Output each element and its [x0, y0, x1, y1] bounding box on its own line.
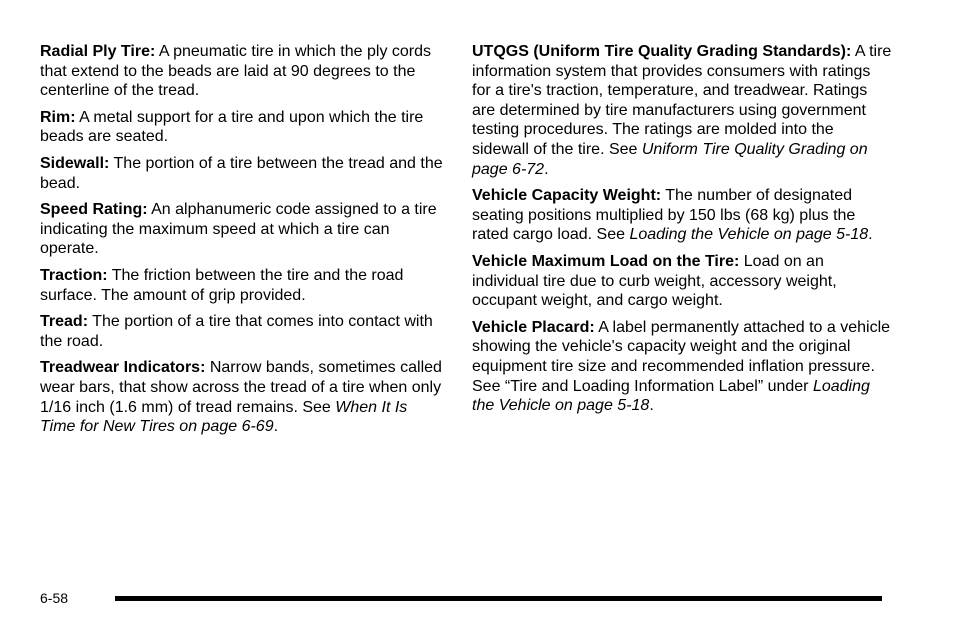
- glossary-entry-utqgs: [472, 42, 892, 179]
- glossary-definition: A tire information system that provides consumers with ratings for a tire's traction, temperature, and treadwear. Ratings are determined by tire manufacturers using government testing procedures. The ratings are molded into the sidewall of the tire. See: [472, 43, 892, 158]
- glossary-term: UTQGS (Uniform Tire Quality Grading Standards):: [472, 43, 852, 60]
- glossary-definition: Narrow bands, sometimes called wear bars, that show across the tread of a tire when only 1/16 inch (1.6 mm) of tread remains. See: [40, 359, 442, 416]
- cross-reference-link[interactable]: Uniform Tire Quality Grading on page 6-72: [472, 140, 868, 178]
- glossary-definition: An alphanumeric code assigned to a tire indicating the maximum speed at which a tire can operate.: [40, 201, 437, 258]
- glossary-entry-vehicle-capacity-weight: [472, 186, 892, 245]
- glossary-definition: Load on an individual tire due to curb weight, accessory weight, occupant weight, and cargo weight.: [472, 252, 837, 310]
- glossary-term: Vehicle Maximum Load on the Tire:: [472, 252, 740, 270]
- glossary-definition: The friction between the tire and the road surface. The amount of grip provided.: [40, 266, 404, 304]
- glossary-entry-radial-ply-tire: [40, 42, 445, 101]
- glossary-entry-vehicle-maximum-load: [472, 252, 892, 311]
- cross-reference-link[interactable]: When It Is Time for New Tires on page 6-69: [40, 398, 408, 436]
- right-column: [472, 42, 892, 423]
- glossary-entry-speed-rating: [40, 200, 445, 259]
- glossary-term: Traction:: [40, 266, 108, 284]
- left-column: [40, 42, 445, 444]
- glossary-suffix: .: [273, 418, 279, 436]
- glossary-suffix: .: [544, 160, 549, 178]
- glossary-suffix: .: [868, 226, 873, 244]
- glossary-entry-tread: [40, 312, 445, 351]
- glossary-definition: A label permanently attached to a vehicle showing the vehicle's capacity weight and the original equipment tire size and recommended inflation pressure. See “Tire and Loading Information Label” under: [472, 318, 891, 395]
- glossary-term: Speed Rating:: [40, 201, 148, 219]
- glossary-term: Vehicle Placard:: [472, 318, 595, 336]
- cross-reference-link[interactable]: Loading the Vehicle on page 5-18: [629, 226, 869, 244]
- glossary-definition: The portion of a tire between the tread and the bead.: [40, 154, 443, 192]
- glossary-term: Tread:: [40, 313, 89, 331]
- glossary-term: Rim:: [40, 108, 76, 126]
- glossary-definition: A metal support for a tire and upon which the tire beads are seated.: [40, 108, 424, 146]
- footer-rule: [115, 596, 882, 601]
- glossary-definition: The portion of a tire that comes into contact with the road.: [40, 313, 433, 350]
- glossary-entry-treadwear-indicators: [40, 358, 445, 436]
- glossary-suffix: .: [649, 397, 654, 415]
- glossary-entry-vehicle-placard: [472, 318, 892, 416]
- glossary-entry-sidewall: [40, 154, 445, 193]
- glossary-term: Treadwear Indicators:: [40, 359, 206, 377]
- glossary-term: Sidewall:: [40, 154, 110, 172]
- glossary-entry-rim: [40, 108, 445, 147]
- glossary-entry-traction: [40, 266, 445, 305]
- page-number: 6-58: [40, 590, 69, 606]
- glossary-definition: A pneumatic tire in which the ply cords that extend to the beads are laid at 90 degrees to the centerline of the tread.: [40, 43, 432, 100]
- glossary-term: Radial Ply Tire:: [40, 43, 156, 60]
- glossary-definition: The number of designated seating positions multiplied by 150 lbs (68 kg) plus the rated cargo load. See: [472, 187, 856, 244]
- glossary-term: Vehicle Capacity Weight:: [472, 187, 662, 205]
- cross-reference-link[interactable]: Loading the Vehicle on page 5-18: [472, 377, 870, 415]
